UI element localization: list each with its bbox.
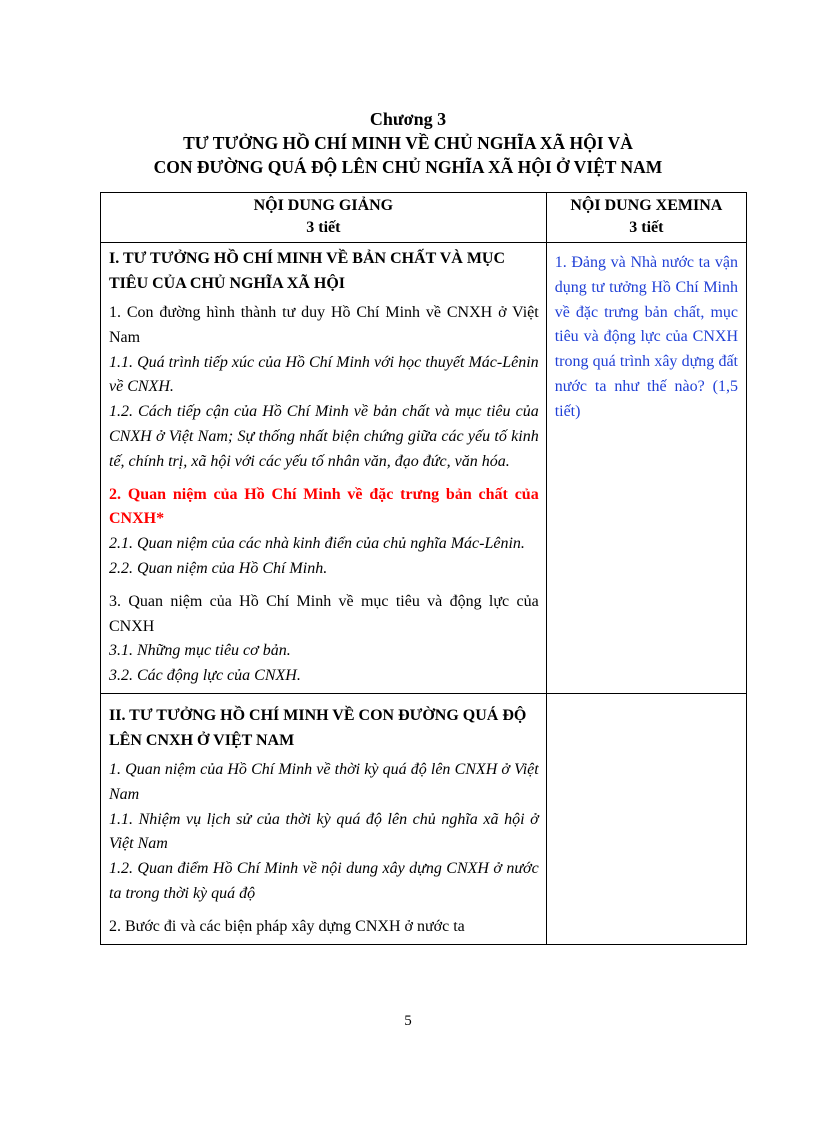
section-1-item-2-1: 2.1. Quan niệm của các nhà kinh điển của chủ nghĩa Mác-Lênin. [109,535,525,553]
section-2-item-1: 1. Quan niệm của Hồ Chí Minh về thời kỳ quá độ lên CNXH ở Việt Nam [109,760,539,803]
seminar-header-title: NỘI DUNG XEMINA [570,197,723,214]
seminar-topic-1: 1. Đảng và Nhà nước ta vận dụng tư tưởng Hồ Chí Minh về đặc trưng bản chất, mục tiêu và động lực của CNXH trong quá trình xây dựng đất nước ta như thế nào? (1,5 tiết) [554,254,738,420]
section-1-item-3-1: 3.1. Những mục tiêu cơ bản. [109,642,291,660]
section-1-item-2: 2. Quan niệm của Hồ Chí Minh về đặc trưng bản chất của CNXH* [109,485,539,528]
lecture-header-title: NỘI DUNG GIẢNG [253,197,394,214]
lecture-header-hours: 3 tiết [306,219,341,236]
chapter-title-block [0,107,816,179]
section-2-item-1-2: 1.2. Quan điểm Hồ Chí Minh về nội dung xây dựng CNXH ở nước ta trong thời kỳ quá độ [109,860,539,902]
seminar-column-header [546,193,746,243]
lecture-cell-section-1 [101,243,547,694]
syllabus-table [100,192,747,945]
section-1-heading: I. TƯ TƯỞNG HỒ CHÍ MINH VỀ BẢN CHẤT VÀ MỤC TIÊU CỦA CHỦ NGHĨA XÃ HỘI [109,250,506,292]
seminar-cell-section-1 [546,243,746,694]
section-2-item-2: 2. Bước đi và các biện pháp xây dựng CNXH ở nước ta [109,917,465,935]
table-row-section-2 [101,693,747,944]
chapter-label: Chương 3 [369,109,447,129]
section-1-item-3-2: 3.2. Các động lực của CNXH. [109,667,301,685]
table-header-row [101,193,747,243]
section-1-item-3: 3. Quan niệm của Hồ Chí Minh về mục tiêu và động lực của CNXH [109,592,539,635]
section-2-heading: II. TƯ TƯỞNG HỒ CHÍ MINH VỀ CON ĐƯỜNG QUÁ ĐỘ LÊN CNXH Ở VIỆT NAM [109,706,527,749]
table-row-section-1 [101,243,747,694]
lecture-column-header [101,193,547,243]
lecture-cell-section-2 [101,693,547,944]
seminar-cell-section-2 [546,693,746,944]
section-1-item-1-1: 1.1. Quá trình tiếp xúc của Hồ Chí Minh với học thuyết Mác-Lênin về CNXH. [109,353,539,396]
section-2-item-1-1: 1.1. Nhiệm vụ lịch sử của thời kỳ quá độ lên chủ nghĩa xã hội ở Việt Nam [109,810,539,853]
page-number: 5 [404,1013,412,1029]
section-1-item-2-2: 2.2. Quan niệm của Hồ Chí Minh. [109,559,328,577]
section-1-item-1-2: 1.2. Cách tiếp cận của Hồ Chí Minh về bản chất và mục tiêu của CNXH ở Việt Nam; Sự thống nhất biện chứng giữa các yếu tố kinh tế, chính trị, xã hội với các yếu tố nhân văn, đạo đức, văn hóa. [109,403,539,470]
chapter-title-line-1: TƯ TƯỞNG HỒ CHÍ MINH VỀ CHỦ NGHĨA XÃ HỘI VÀ [183,133,633,153]
chapter-title-line-2: CON ĐƯỜNG QUÁ ĐỘ LÊN CHỦ NGHĨA XÃ HỘI Ở VIỆT NAM [153,157,663,177]
seminar-header-hours: 3 tiết [629,219,664,236]
section-1-item-1: 1. Con đường hình thành tư duy Hồ Chí Minh về CNXH ở Việt Nam [109,304,539,346]
